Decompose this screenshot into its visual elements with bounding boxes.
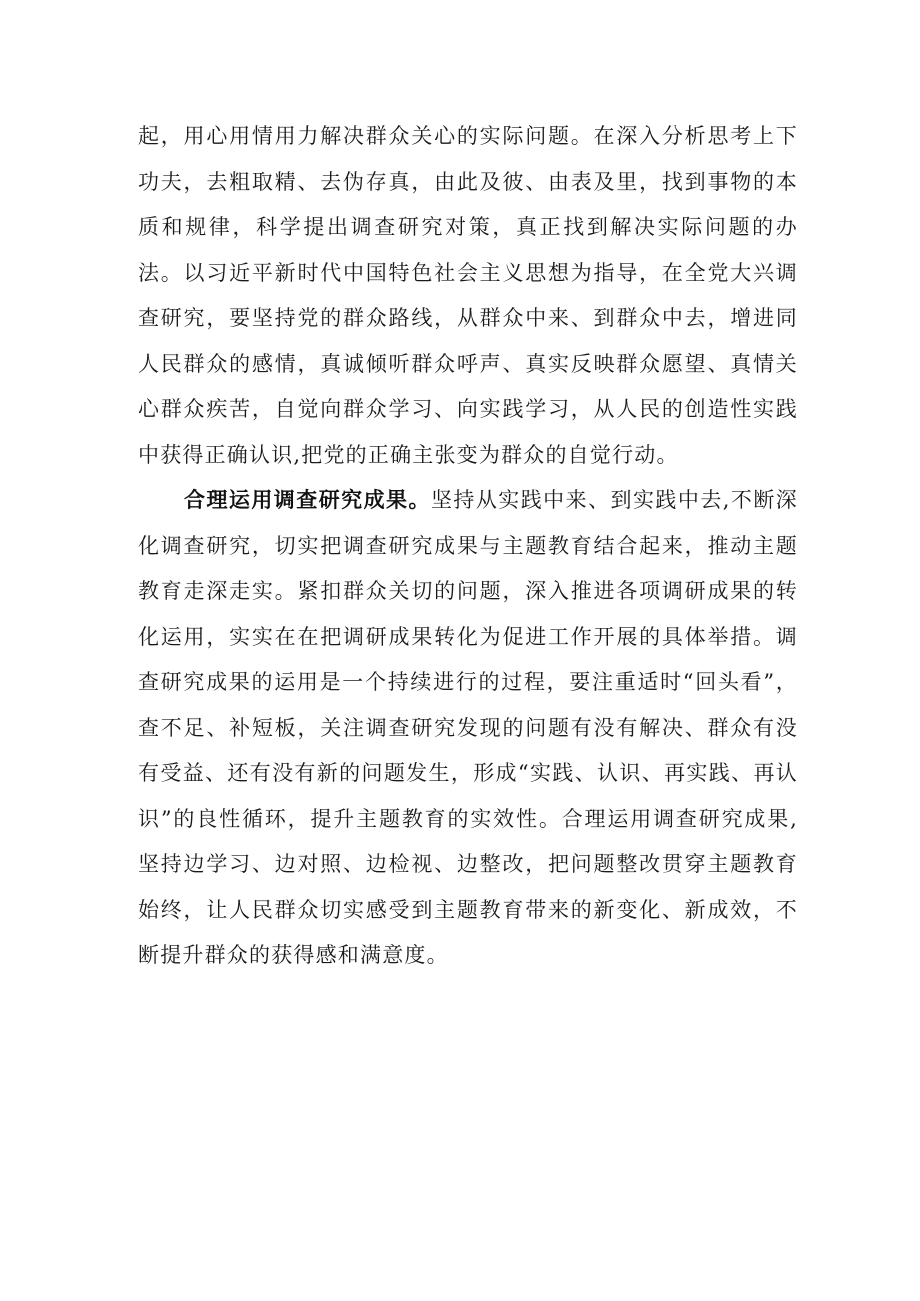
paragraph-body: 坚持从实践中来、到实践中去,不断深化调查研究，切实把调查研究成果与主题教育结合起来，推动主题教育走深走实。紧扣群众关切的问题，深入推进各项调研成果的转化运用，实实在在把调研成果转化为促进工作开展的具体举措。调查研究成果的运用是一个持续进行的过程，要注重适时“回头看”，查不足、补短板，关注调查研究发现的问题有没有解决、群众有没有受益、还有没有新的问题发生，形成“实践、认识、再实践、再认识”的良性循环，提升主题教育的实效性。合理运用调查研究成果,坚持边学习、边对照、边检视、边整改，把问题整改贯穿主题教育始终，让人民群众切实感受到主题教育带来的新变化、新成效，不断提升群众的获得感和满意度。: [138, 488, 798, 967]
paragraph-heading: 合理运用调查研究成果。: [184, 488, 431, 512]
paragraph-continuation: 起，用心用情用力解决群众关心的实际问题。在深入分析思考上下功夫，去粗取精、去伪存真，由此及彼、由表及里，找到事物的本质和规律，科学提出调查研究对策，真正找到解决实际问题的办法。以习近平新时代中国特色社会主义思想为指导，在全党大兴调查研究，要坚持党的群众路线，从群众中来、到群众中去，增进同人民群众的感情，真诚倾听群众呼声、真实反映群众愿望、真情关心群众疾苦，自觉向群众学习、向实践学习，从人民的创造性实践中获得正确认识,把党的正确主张变为群众的自觉行动。: [138, 124, 798, 467]
paragraph-apply-research-results: [138, 478, 798, 979]
document-body: [138, 114, 798, 979]
